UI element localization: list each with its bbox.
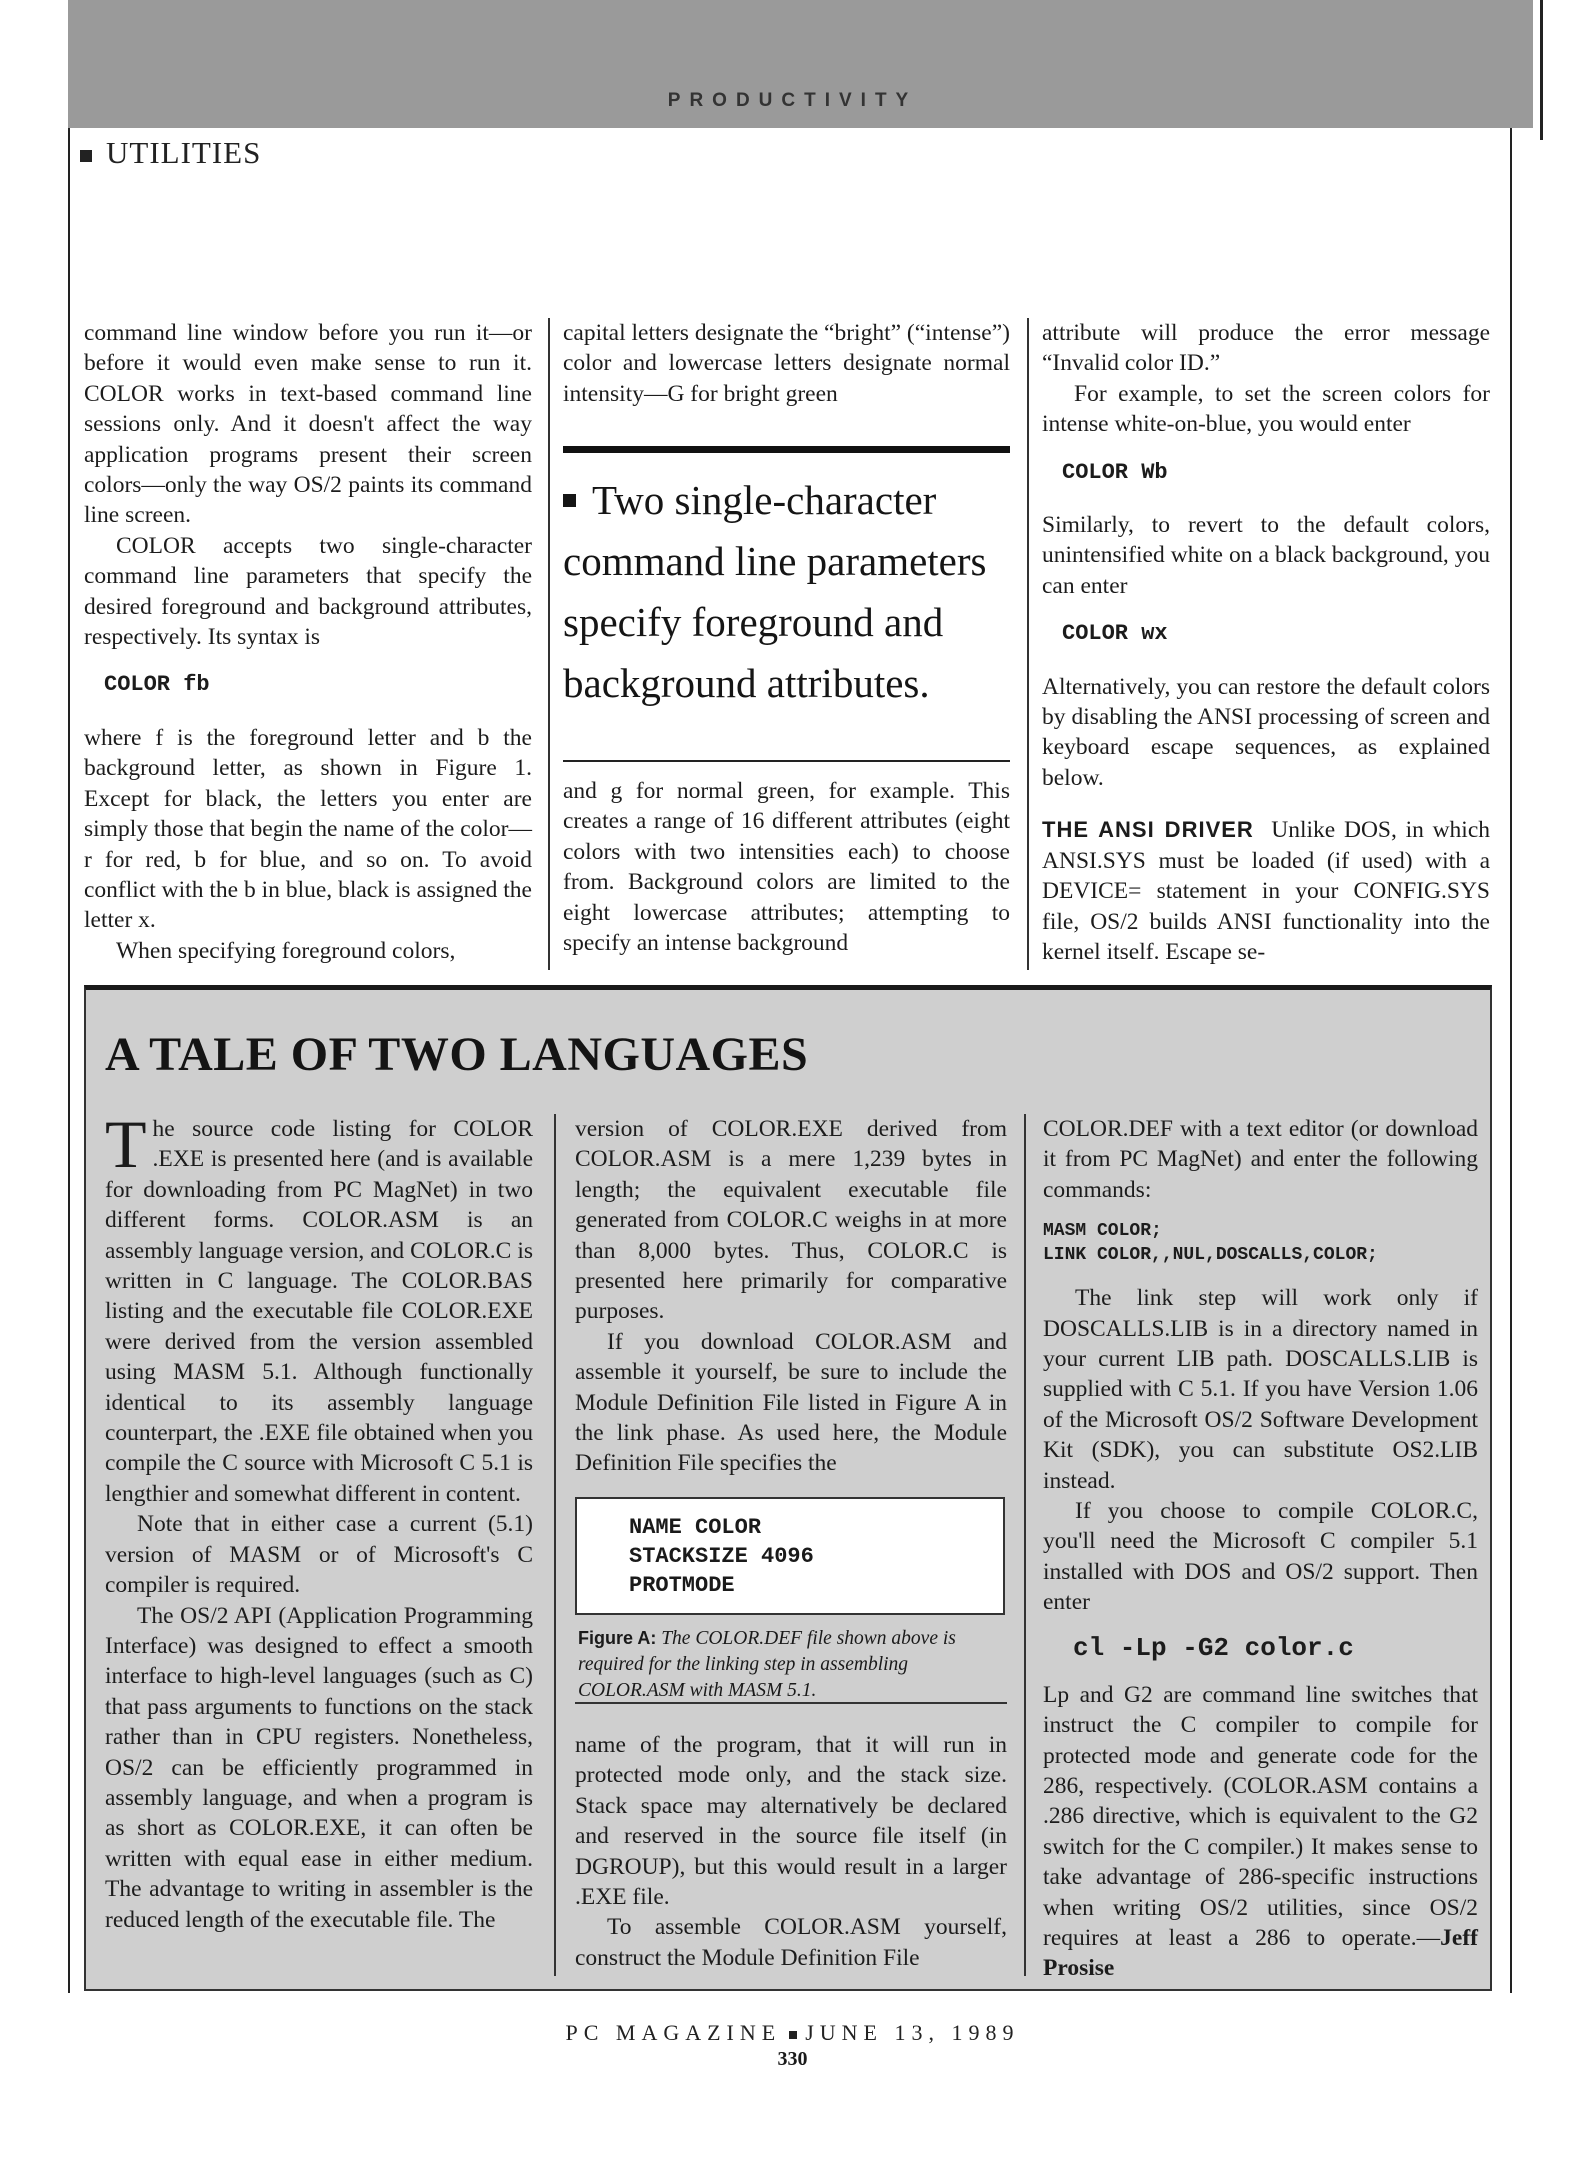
pull-quote-bottom-rule <box>563 760 1010 762</box>
subhead: THE ANSI DRIVER <box>1042 817 1254 843</box>
paragraph: COLOR.DEF with a text editor (or download it from PC MagNet) and enter the following commands: <box>1043 1116 1478 1203</box>
paragraph-text: Lp and G2 are command line switches that instruct the C compiler to compile for protected mode and generate code for the 286, respectively. (COLOR.ASM contains a .286 directive, which is equivalent to the G2 switch for the C compiler.) It makes sense to take advantage of 286-specific instructions when writing OS/2 utilities, since OS/2 requires at least a 286 to operate.— <box>1043 1681 1478 1951</box>
paragraph: Similarly, to revert to the default colors, unintensified white on a black background, you can enter <box>1042 512 1490 599</box>
code-snippet: COLOR Wb <box>1062 459 1168 485</box>
paragraph-text: he source code listing for COLOR .EXE is presented here (and is available for downloading from PC MagNet) in two different forms. COLOR.ASM is an assembly language version, and COLOR.C is written in C language. The COLOR.BAS listing and the executable file COLOR.EXE were derived from the version assembled using MASM 5.1. Although functionally identical to its assembly language counterpart, the .EXE file obtained when you compile the C source with Microsoft C 5.1 is lengthier and somewhat different in content. <box>105 1116 533 1507</box>
code-snippet: COLOR fb <box>104 672 210 698</box>
sidebar-column-2-bottom <box>575 1730 1007 1973</box>
bullet-square-icon <box>789 2031 797 2039</box>
figure-a-box <box>575 1497 1005 1615</box>
article-column-1 <box>84 318 532 966</box>
paragraph: version of COLOR.EXE derived from COLOR.ASM is a mere 1,239 bytes in length; the equivalent executable file generated from COLOR.C weighs in at more than 8,000 bytes. Thus, COLOR.C is presented here primarily for comparative purposes. <box>575 1116 1007 1325</box>
paragraph: attribute will produce the error message “Invalid color ID.” <box>1042 320 1490 377</box>
sidebar-column-1 <box>105 1106 533 1935</box>
paragraph-text: Unlike DOS, in which ANSI.SYS must be loaded (if used) with a DEVICE= statement in your CONFIG.SYS file, OS/2 builds ANSI functionality into the kernel itself. Escape se- <box>1042 817 1491 965</box>
paragraph: where f is the foreground letter and b the background letter, as shown in Figure 1. Except for black, the letters you enter are simply those that begin the name of the color—r for red, b for blue, and so on. To avoid conflict with the b in blue, black is assigned the letter x. <box>84 724 532 934</box>
paragraph: If you download COLOR.ASM and assemble it yourself, be sure to include the Module Definition File listed in Figure A in the link phase. As used here, the Module Definition File specifies the <box>575 1328 1007 1477</box>
figure-caption-text: The COLOR.DEF file shown above is required for the linking step in assembling COLOR.ASM with MASM 5.1. <box>578 1628 956 1701</box>
column-divider <box>1027 318 1029 970</box>
figure-caption <box>578 1625 1008 1704</box>
article-column-2-bottom <box>563 776 1010 958</box>
figure-bottom-rule <box>575 1702 1007 1704</box>
page-number: 330 <box>777 2048 808 2070</box>
code-snippet: NAME COLOR STACKSIZE 4096 PROTMODE <box>629 1515 814 1598</box>
figure-label: Figure A: <box>578 1628 657 1648</box>
paragraph <box>1042 815 1490 967</box>
paragraph: When specifying foreground colors, <box>116 937 456 964</box>
article-column-3 <box>1042 318 1490 967</box>
sidebar-column-2-top <box>575 1114 1007 1479</box>
page-footer <box>0 2020 1585 2046</box>
bullet-square-icon <box>563 494 576 507</box>
pull-quote-text: Two single-character command line parameters specify foreground and background attributes. <box>563 477 987 706</box>
paragraph: command line window before you run it—or before it would even make sense to run it. COLOR works in text-based command line sessions only. And it doesn't affect the way application programs present their screen colors—only the way OS/2 paints its command line screen. <box>84 320 532 529</box>
code-snippet: COLOR wx <box>1062 621 1168 647</box>
top-right-rule <box>1540 0 1543 140</box>
code-snippet: MASM COLOR; LINK COLOR,,NUL,DOSCALLS,COLOR; <box>1043 1221 1378 1266</box>
bullet-square-icon <box>80 150 92 162</box>
column-divider <box>548 318 550 970</box>
paragraph: Alternatively, you can restore the default colors by disabling the ANSI processing of screen and keyboard escape sequences, as explained below. <box>1042 673 1490 791</box>
department-text: UTILITIES <box>106 135 262 170</box>
drop-cap: T <box>105 1106 147 1182</box>
paragraph: For example, to set the screen colors for intense white-on-blue, you would enter <box>1042 380 1490 438</box>
article-column-2-top <box>563 318 1010 409</box>
magazine-name: PC MAGAZINE <box>565 2020 782 2045</box>
pull-quote-top-rule <box>563 446 1010 453</box>
code-snippet: cl -Lp -G2 color.c <box>1073 1632 1354 1663</box>
paragraph: If you choose to compile COLOR.C, you'll need the Microsoft C compiler 5.1 installed with DOS and OS/2 support. Then enter <box>1043 1498 1478 1616</box>
paragraph: To assemble COLOR.ASM yourself, construct the Module Definition File <box>575 1914 1007 1971</box>
sidebar-title: A TALE OF TWO LANGUAGES <box>105 1028 809 1081</box>
department-label <box>80 135 261 171</box>
issue-date: JUNE 13, 1989 <box>805 2020 1020 2045</box>
paragraph: name of the program, that it will run in protected mode only, and the stack size. Stack space may alternatively be declared and reserved in the source file itself (in DGROUP), but this would result in a larger .EXE file. <box>575 1732 1007 1911</box>
paragraph: The link step will work only if DOSCALLS.LIB is in a directory named in your current LIB path. DOSCALLS.LIB is supplied with C 5.1. If you have Version 1.06 of the Microsoft OS/2 Software Development Kit (SDK), you can substitute OS2.LIB instead. <box>1043 1285 1478 1494</box>
pull-quote <box>563 470 1010 714</box>
paragraph: COLOR accepts two single-character command line parameters that specify the desired foreground and background attributes, respectively. Its syntax is <box>84 532 532 651</box>
paragraph <box>105 1106 533 1509</box>
paragraph: capital letters designate the “bright” (“intense”) color and lowercase letters designate normal intensity—G for bright green <box>563 320 1010 407</box>
paragraph: and g for normal green, for example. This creates a range of 16 different attributes (eight colors with two intensities each) to choose from. Background colors are limited to the eight lowercase attributes; attempting to specify an intense background <box>563 778 1010 957</box>
column-divider <box>554 1114 556 1976</box>
column-divider <box>1024 1114 1026 1976</box>
paragraph: The OS/2 API (Application Programming Interface) was designed to effect a smooth interface to high-level languages (such as C) that pass arguments to functions on the stack rather than in CPU registers. Nonetheless, OS/2 can be efficiently programmed in assembly language, and when a program is as short as COLOR.EXE, it can often be written with equal ease in either medium. The advantage to writing in assembler is the reduced length of the executable file. The <box>105 1602 533 1933</box>
paragraph: Note that in either case a current (5.1) version of MASM or of Microsoft's C compiler is required. <box>105 1511 533 1599</box>
section-label: PRODUCTIVITY <box>667 90 918 111</box>
sidebar-column-3 <box>1043 1114 1478 1984</box>
author-name: Jeff Prosise <box>1043 1924 1478 1982</box>
paragraph <box>1043 1680 1478 1984</box>
